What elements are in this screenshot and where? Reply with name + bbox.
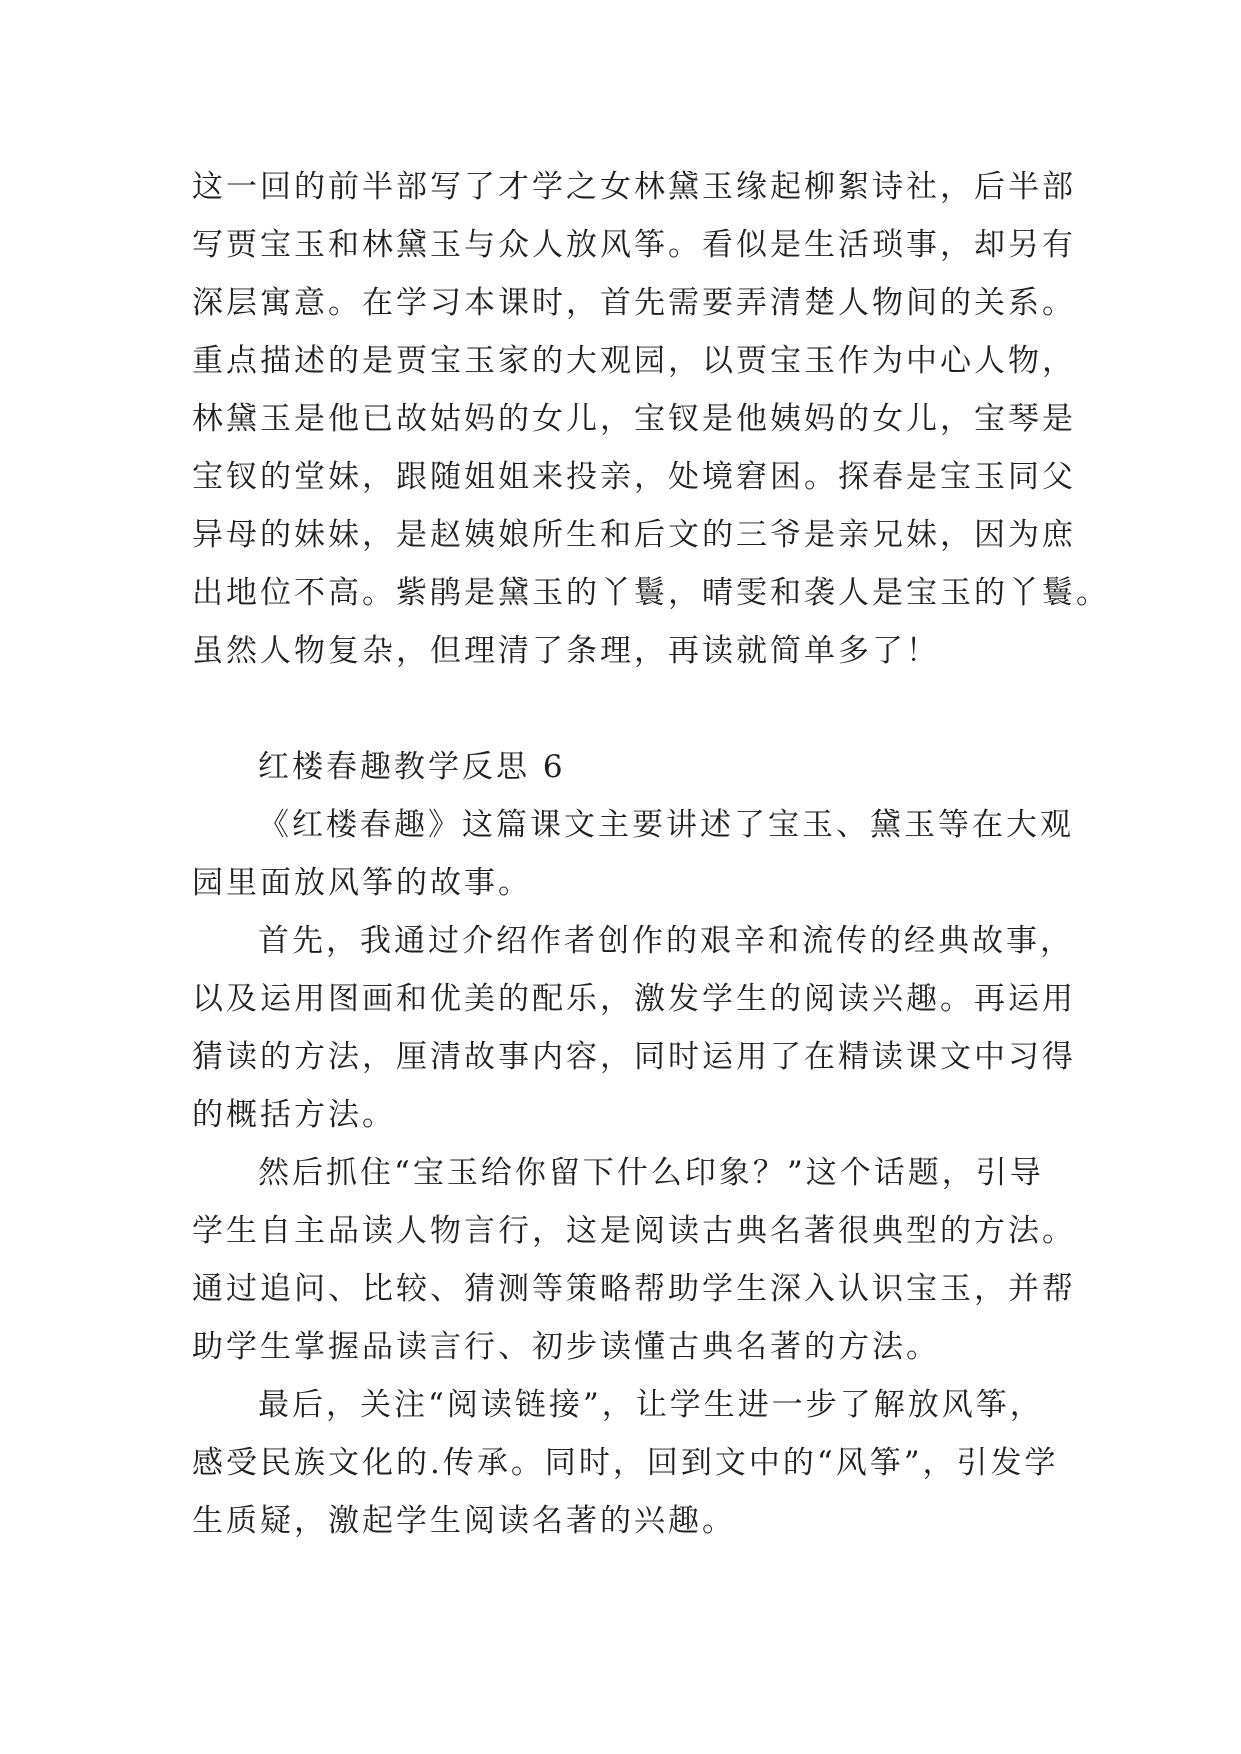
text-line: 首先，我通过介绍作者创作的艰辛和流传的经典故事， bbox=[258, 923, 1074, 959]
text-line: 以及运用图画和优美的配乐，激发学生的阅读兴趣。再运用 bbox=[192, 981, 1076, 1017]
text-line: 通过追问、比较、猜测等策略帮助学生深入认识宝玉，并帮 bbox=[192, 1271, 1076, 1307]
text-line: 虽然人物复杂，但理清了条理，再读就简单多了！ bbox=[192, 633, 940, 669]
section-title: 红楼春趣教学反思 6 bbox=[258, 749, 566, 785]
text-line: 学生自主品读人物言行，这是阅读古典名著很典型的方法。 bbox=[192, 1213, 1076, 1249]
paragraph-gap bbox=[192, 680, 1052, 738]
text-line: 园里面放风筝的故事。 bbox=[192, 865, 532, 901]
text-line: 然后抓住“宝玉给你留下什么印象？”这个话题，引导 bbox=[258, 1155, 1044, 1191]
text-line: 感受民族文化的.传承。同时，回到文中的“风筝”，引发学 bbox=[192, 1445, 1059, 1481]
text-line: 的概括方法。 bbox=[192, 1097, 396, 1133]
text-line: 猜读的方法，厘清故事内容，同时运用了在精读课文中习得 bbox=[192, 1039, 1076, 1075]
text-line: 助学生掌握品读言行、初步读懂古典名著的方法。 bbox=[192, 1329, 940, 1365]
text-line: 写贾宝玉和林黛玉与众人放风筝。看似是生活琐事，却另有 bbox=[192, 227, 1076, 263]
text-line: 这一回的前半部写了才学之女林黛玉缘起柳絮诗社，后半部 bbox=[192, 169, 1076, 205]
text-line: 宝钗的堂妹，跟随姐姐来投亲，处境窘困。探春是宝玉同父 bbox=[192, 459, 1076, 495]
text-line: 生质疑，激起学生阅读名著的兴趣。 bbox=[192, 1503, 736, 1539]
text-line: 异母的妹妹，是赵姨娘所生和后文的三爷是亲兄妹，因为庶 bbox=[192, 517, 1076, 553]
text-line: 最后，关注“阅读链接”，让学生进一步了解放风筝， bbox=[258, 1387, 1044, 1423]
text-line: 《红楼春趣》这篇课文主要讲述了宝玉、黛玉等在大观 bbox=[258, 807, 1074, 843]
document-body bbox=[192, 158, 1110, 1550]
text-line: 林黛玉是他已故姑妈的女儿，宝钗是他姨妈的女儿，宝琴是 bbox=[192, 401, 1076, 437]
text-line: 深层寓意。在学习本课时，首先需要弄清楚人物间的关系。 bbox=[192, 285, 1076, 321]
text-line: 出地位不高。紫鹃是黛玉的丫鬟，晴雯和袭人是宝玉的丫鬟。 bbox=[192, 575, 1110, 611]
text-line: 重点描述的是贾宝玉家的大观园，以贾宝玉作为中心人物， bbox=[192, 343, 1076, 379]
